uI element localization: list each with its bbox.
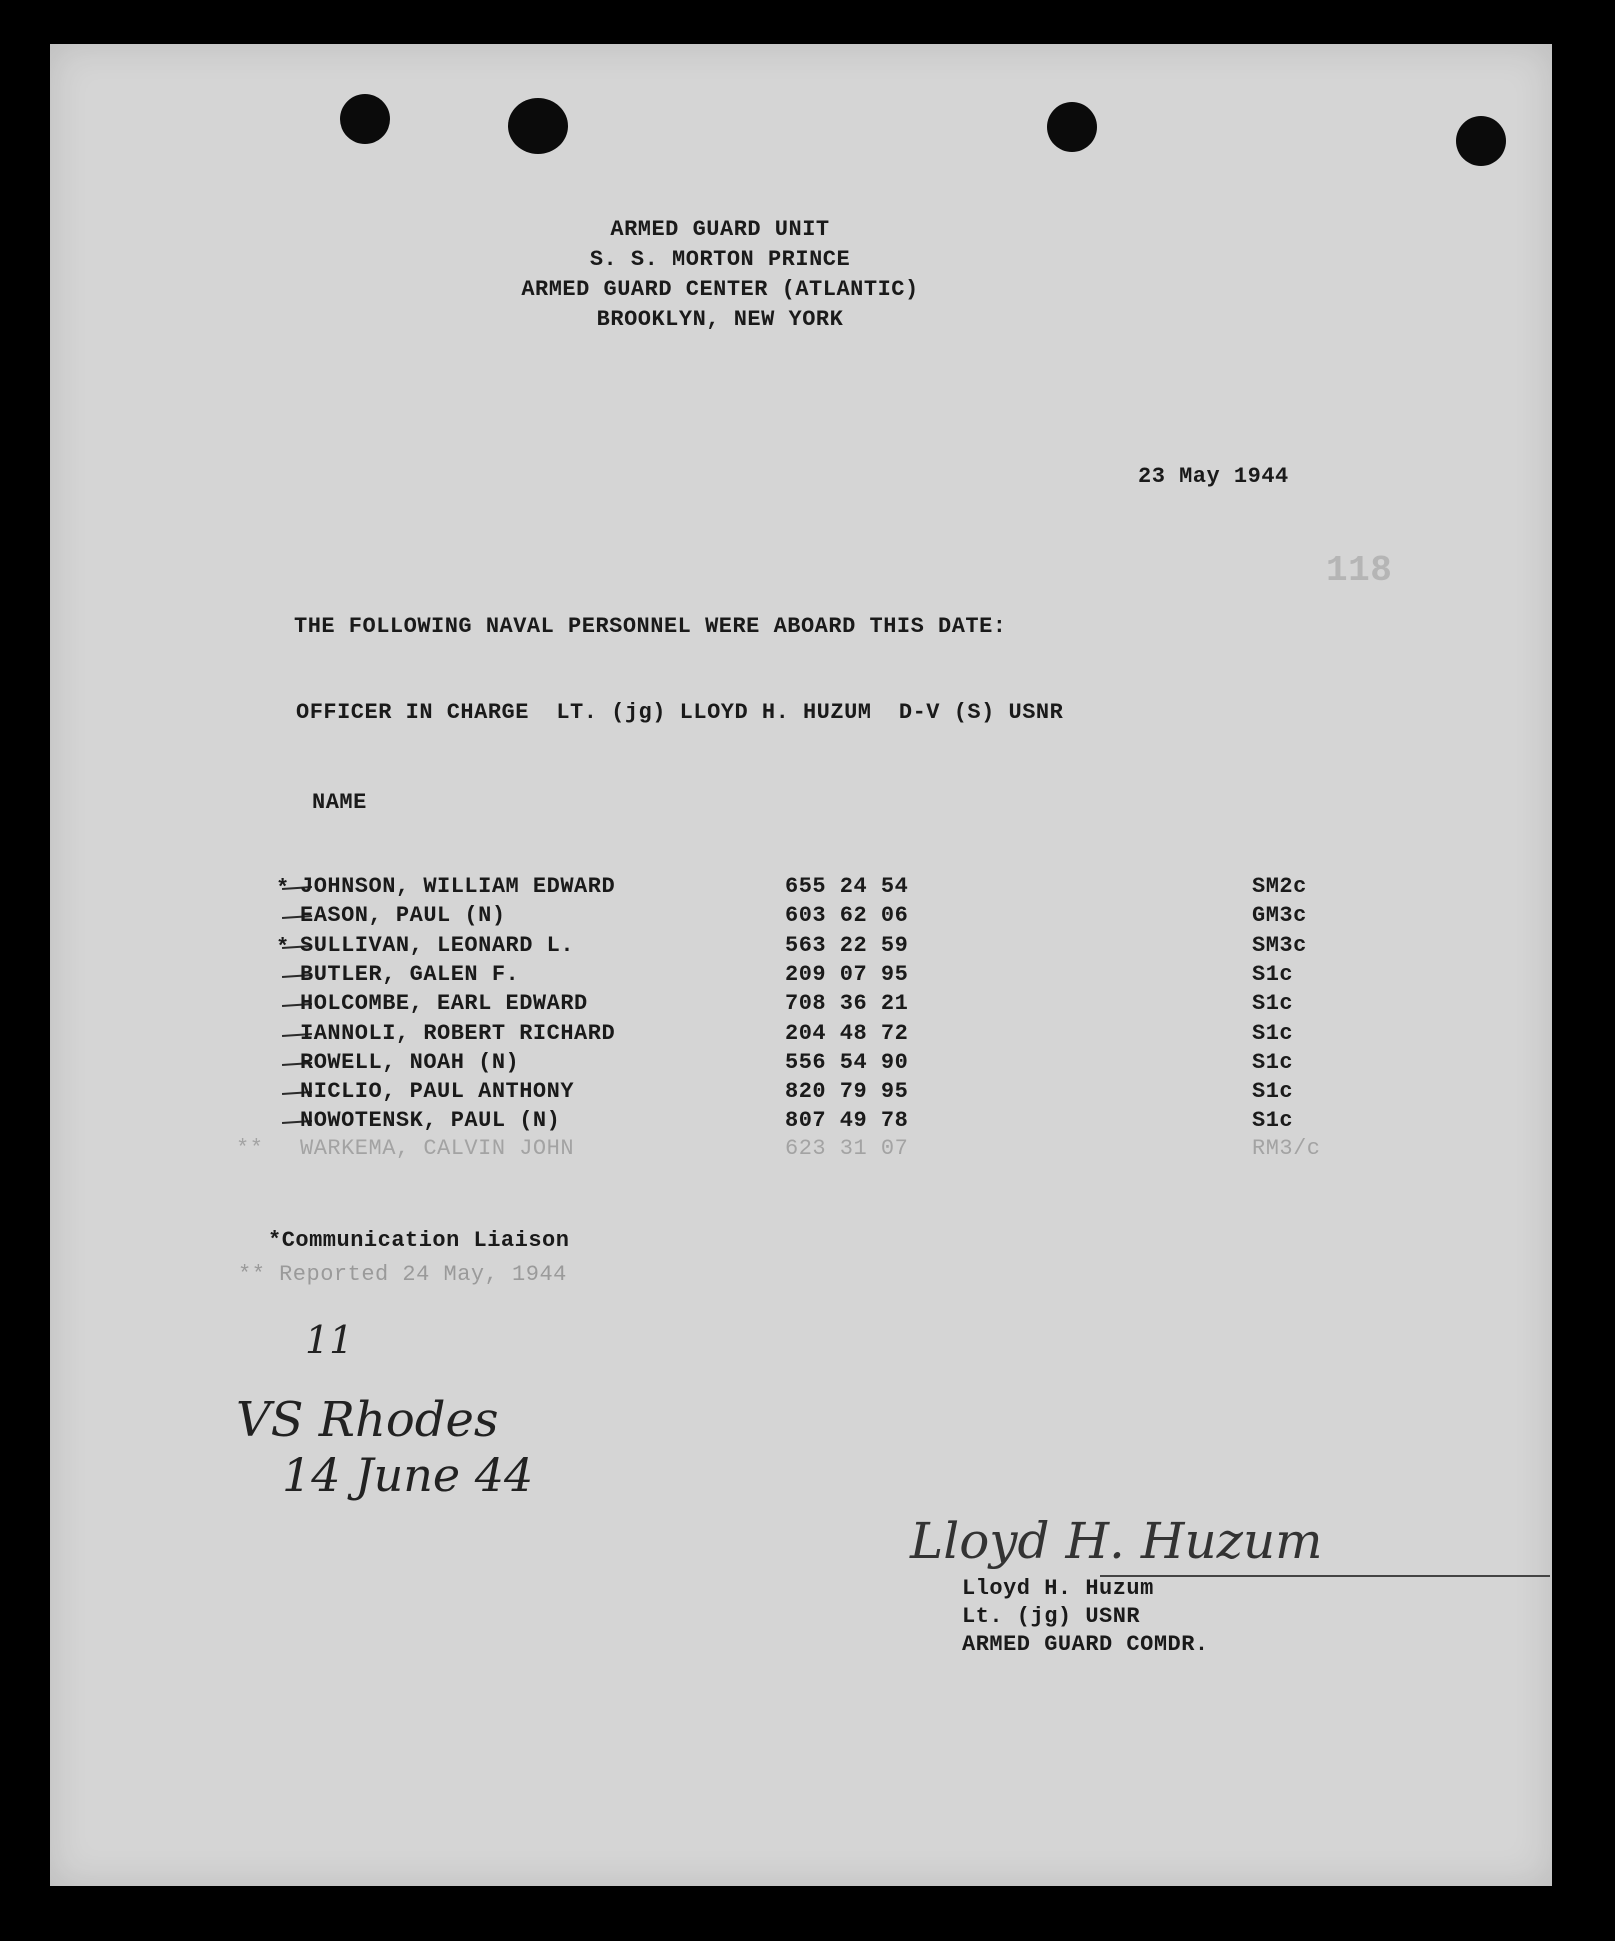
personnel-rate: SM2c bbox=[1252, 874, 1307, 899]
handwritten-tally: 11 bbox=[305, 1318, 354, 1362]
personnel-row bbox=[0, 1108, 1615, 1137]
personnel-service-number: 556 54 90 bbox=[785, 1049, 909, 1075]
late-entry-service-number: 623 31 07 bbox=[785, 1136, 909, 1161]
personnel-service-number: 708 36 21 bbox=[785, 991, 909, 1017]
punch-hole bbox=[1047, 102, 1097, 152]
personnel-name: JOHNSON, WILLIAM EDWARD bbox=[300, 874, 616, 899]
letterhead-unit: ARMED GUARD UNIT bbox=[610, 217, 830, 242]
footnote-liaison: *Communication Liaison bbox=[268, 1228, 570, 1253]
personnel-name: NICLIO, PAUL ANTHONY bbox=[300, 1079, 575, 1105]
personnel-rate: GM3c bbox=[1252, 903, 1307, 929]
personnel-mark: * bbox=[276, 934, 290, 960]
late-entry-rate: RM3/c bbox=[1252, 1136, 1321, 1161]
personnel-row bbox=[0, 991, 1615, 1020]
late-entry-row bbox=[0, 1136, 1615, 1165]
personnel-row bbox=[0, 1021, 1615, 1050]
personnel-name: ROWELL, NOAH (N) bbox=[300, 1049, 520, 1075]
personnel-service-number: 204 48 72 bbox=[785, 1020, 909, 1046]
handwritten-date: 14 June 44 bbox=[282, 1448, 534, 1502]
signature: Lloyd H. Huzum bbox=[910, 1512, 1323, 1570]
footnote-reported: ** Reported 24 May, 1944 bbox=[238, 1262, 567, 1287]
late-entry-mark: ** bbox=[236, 1136, 264, 1161]
punch-hole bbox=[340, 94, 390, 144]
personnel-rate: S1c bbox=[1252, 991, 1294, 1017]
punch-hole bbox=[1456, 116, 1506, 166]
letterhead-city: BROOKLYN, NEW YORK bbox=[596, 307, 844, 332]
personnel-rate: S1c bbox=[1252, 961, 1294, 987]
letterhead-ship: S. S. MORTON PRINCE bbox=[589, 247, 851, 272]
personnel-rate: SM3c bbox=[1252, 932, 1307, 958]
personnel-service-number: 820 79 95 bbox=[785, 1079, 909, 1105]
personnel-service-number: 655 24 54 bbox=[785, 874, 909, 899]
intro-statement: THE FOLLOWING NAVAL PERSONNEL WERE ABOARD THIS DATE: bbox=[294, 614, 1007, 639]
personnel-rate: S1c bbox=[1252, 1049, 1294, 1075]
personnel-row bbox=[0, 933, 1615, 962]
personnel-row bbox=[0, 903, 1615, 932]
signature-line bbox=[1100, 1575, 1550, 1577]
personnel-name: SULLIVAN, LEONARD L. bbox=[300, 932, 575, 958]
personnel-name: HOLCOMBE, EARL EDWARD bbox=[300, 991, 588, 1017]
personnel-name: BUTLER, GALEN F. bbox=[300, 961, 520, 987]
personnel-mark: * bbox=[276, 876, 290, 901]
personnel-name: IANNOLI, ROBERT RICHARD bbox=[300, 1020, 616, 1046]
letterhead bbox=[470, 215, 970, 335]
signer-name: Lloyd H. Huzum bbox=[962, 1576, 1154, 1601]
signer-title: ARMED GUARD COMDR. bbox=[962, 1632, 1209, 1657]
personnel-rate: S1c bbox=[1252, 1079, 1294, 1105]
personnel-row bbox=[0, 874, 1615, 903]
personnel-service-number: 563 22 59 bbox=[785, 932, 909, 958]
signer-rank: Lt. (jg) USNR bbox=[962, 1604, 1141, 1629]
personnel-row bbox=[0, 1050, 1615, 1079]
personnel-rate: S1c bbox=[1252, 1020, 1294, 1046]
personnel-name: EASON, PAUL (N) bbox=[300, 903, 506, 929]
name-column-header: NAME bbox=[312, 790, 367, 815]
officer-in-charge: OFFICER IN CHARGE LT. (jg) LLOYD H. HUZUM D-V (S) USNR bbox=[296, 700, 1064, 725]
personnel-service-number: 603 62 06 bbox=[785, 903, 909, 929]
late-entry-name: WARKEMA, CALVIN JOHN bbox=[300, 1136, 575, 1161]
personnel-service-number: 209 07 95 bbox=[785, 961, 909, 987]
personnel-service-number: 807 49 78 bbox=[785, 1108, 909, 1134]
personnel-rate: S1c bbox=[1252, 1108, 1294, 1134]
personnel-name: NOWOTENSK, PAUL (N) bbox=[300, 1108, 561, 1134]
page-number-stamp: 118 bbox=[1326, 550, 1393, 591]
letterhead-center: ARMED GUARD CENTER (ATLANTIC) bbox=[521, 277, 919, 302]
handwritten-initials: VS Rhodes bbox=[236, 1392, 499, 1448]
personnel-row bbox=[0, 1079, 1615, 1108]
punch-hole bbox=[508, 98, 568, 154]
personnel-row bbox=[0, 962, 1615, 991]
document-date: 23 May 1944 bbox=[1138, 464, 1289, 489]
